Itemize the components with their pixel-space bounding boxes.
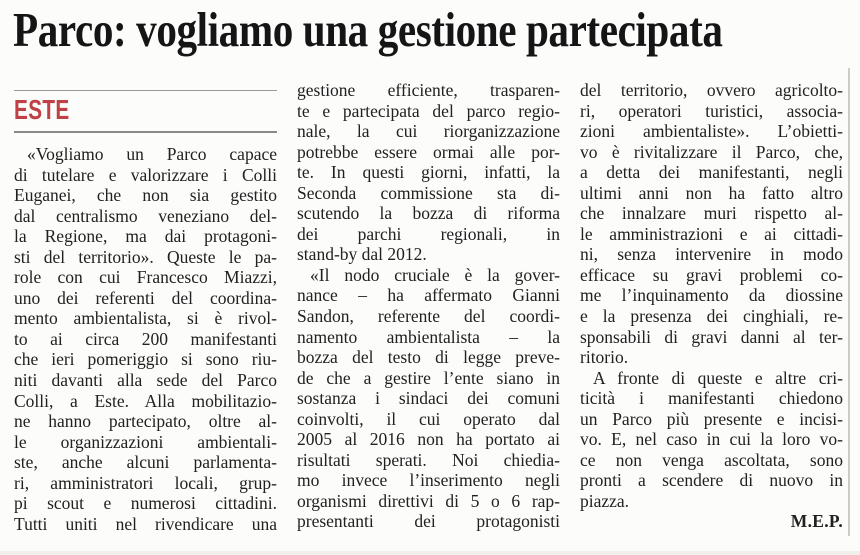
- text-line: Sandon, referente del coordi-: [297, 306, 560, 327]
- text-line: vo è rivitalizzare il Parco, che,: [580, 141, 843, 162]
- text-line: del territorio, ovvero agricolto-: [580, 80, 843, 100]
- text-line: «Vogliamo un Parco capace: [27, 144, 277, 164]
- text-line: sti del territorio». Queste le pa-: [14, 246, 277, 267]
- column-3: [580, 80, 843, 532]
- text-line: che ieri pomeriggio si sono riu-: [14, 349, 277, 370]
- text-line: coinvolti, il cui operato dal: [297, 408, 560, 429]
- text-line: Seconda commissione sta di-: [297, 182, 560, 203]
- text-line: le organizzazioni ambientali-: [14, 431, 277, 452]
- text-line: presentanti dei protagonisti: [297, 511, 560, 532]
- article-headline: Parco: vogliamo una gestione partecipata: [13, 2, 723, 57]
- kicker-label: ESTE: [14, 94, 70, 125]
- signature-line: M.E.P.: [790, 511, 843, 532]
- text-line: di tutelare e valorizzare i Colli: [14, 164, 277, 185]
- column-1: [14, 80, 277, 534]
- text-line: niti davanti alla sede del Parco: [14, 370, 277, 391]
- text-line: Colli, a Este. Alla mobilitazio-: [14, 390, 277, 411]
- text-line: e la presenza dei cinghiali, re-: [580, 306, 843, 327]
- text-line: dei parchi regionali, in: [297, 223, 560, 244]
- text-line: mento ambientalista, si è rivol-: [14, 308, 277, 329]
- text-line: nance – ha affermato Gianni: [297, 285, 560, 306]
- scan-bottom-edge: [0, 551, 860, 555]
- text-line: A fronte di queste e altre cri-: [593, 367, 843, 388]
- text-line: scutendo la bozza di riforma: [297, 203, 560, 224]
- text-line: ticità i manifestanti chiedono: [580, 388, 843, 409]
- column-2: [297, 80, 560, 532]
- text-line: 2005 al 2016 non ha portato ai: [297, 429, 560, 450]
- text-line: «Il nodo cruciale è la gover-: [310, 264, 560, 285]
- text-line: namento ambientalista – la: [297, 326, 560, 347]
- text-line: ri, operatori turistici, associa-: [580, 100, 843, 121]
- text-line: ni, senza intervenire in modo: [580, 244, 843, 265]
- text-line: pi scout e numerosi cittadini.: [14, 493, 277, 514]
- text-line: le amministrazioni e ai cittadi-: [580, 223, 843, 244]
- text-line: ultimi anni non ha fatto altro: [580, 182, 843, 203]
- text-line: pronti a scendere di nuovo in: [580, 470, 843, 491]
- text-line: ste, anche alcuni parlamenta-: [14, 452, 277, 473]
- text-line: efficace su gravi problemi co-: [580, 264, 843, 285]
- text-line: te e partecipata del parco regio-: [297, 100, 560, 121]
- text-line: potrebbe essere ormai alle por-: [297, 141, 560, 162]
- text-line: vo. E, nel caso in cui la loro vo-: [580, 429, 843, 450]
- text-line: zioni ambientaliste». L’obietti-: [580, 121, 843, 142]
- column-2-text: [297, 80, 560, 532]
- text-line: sostanza i sindaci dei comuni: [297, 388, 560, 409]
- column-divider-rule: [848, 68, 850, 536]
- text-line: nale, la cui riorganizzazione: [297, 121, 560, 142]
- text-line: un Parco più presente e incisi-: [580, 408, 843, 429]
- text-line: piazza.: [580, 490, 630, 511]
- text-line: stand-by dal 2012.: [297, 244, 427, 265]
- text-line: te. In questi giorni, infatti, la: [297, 162, 560, 183]
- text-line: Euganei, che non sia gestito: [14, 185, 277, 206]
- text-line: ri, amministratori locali, grup-: [14, 472, 277, 493]
- text-line: che innalzare muri rispetto al-: [580, 203, 843, 224]
- text-line: uno dei referenti del coordina-: [14, 287, 277, 308]
- text-line: role con cui Francesco Miazzi,: [14, 267, 277, 288]
- text-line: la Regione, ma dai protagoni-: [14, 226, 277, 247]
- text-line: mo invece l’inserimento negli: [297, 470, 560, 491]
- text-line: gestione efficiente, trasparen-: [297, 80, 560, 100]
- text-line: to ai circa 200 manifestanti: [14, 328, 277, 349]
- text-line: de che a gestire l’ente siano in: [297, 367, 560, 388]
- text-line: organismi direttivi di 5 o 6 rap-: [297, 490, 560, 511]
- text-line: Tutti uniti nel rivendicare una: [14, 513, 277, 534]
- text-line: sponsabili di gravi danni al ter-: [580, 326, 843, 347]
- text-line: me l’inquinamento da diossine: [580, 285, 843, 306]
- text-line: bozza del testo di legge preve-: [297, 347, 560, 368]
- text-line: dal centralismo veneziano del-: [14, 205, 277, 226]
- kicker-block: [14, 90, 277, 133]
- text-line: ne hanno partecipato, oltre al-: [14, 411, 277, 432]
- kicker-bottom-rule: [14, 131, 277, 133]
- column-1-text: [14, 144, 277, 534]
- text-line: ritorio.: [580, 347, 629, 368]
- text-line: a detta dei manifestanti, negli: [580, 162, 843, 183]
- column-3-text: [580, 80, 843, 532]
- text-line: risultati sperati. Noi chiedia-: [297, 449, 560, 470]
- text-line: ce non venga ascoltata, sono: [580, 449, 843, 470]
